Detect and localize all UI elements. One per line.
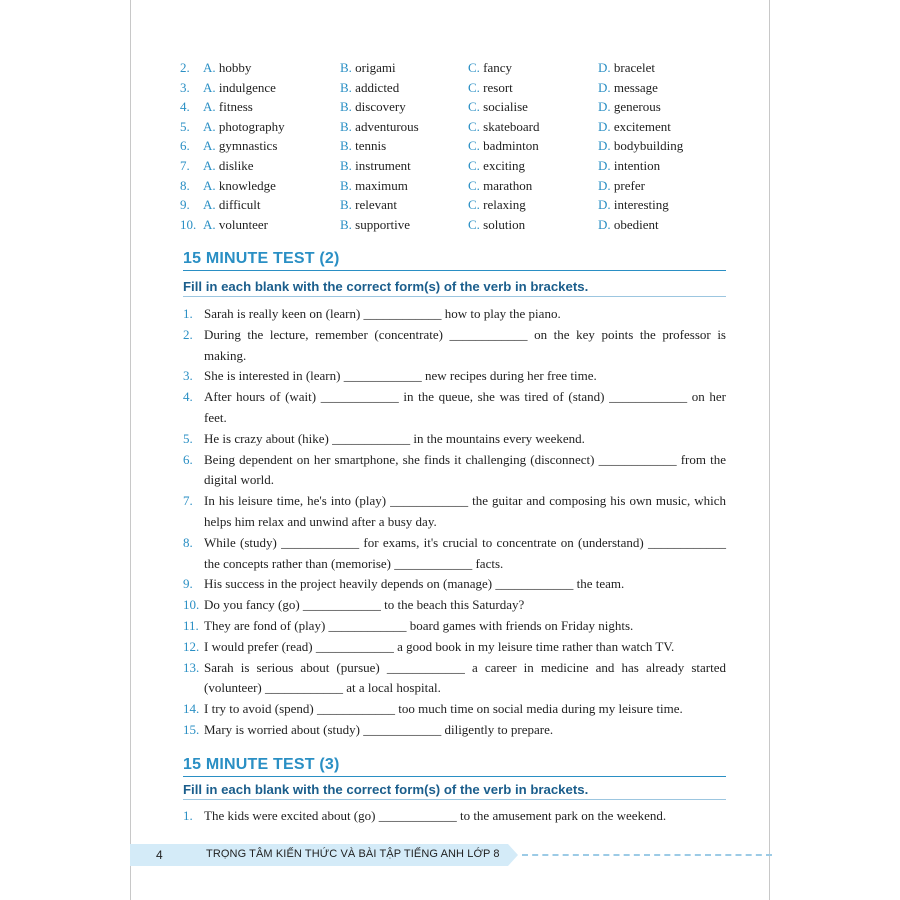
item-number: 2. xyxy=(183,326,193,342)
mcq-option xyxy=(340,176,408,196)
item-number: 7. xyxy=(183,493,193,509)
mcq-option xyxy=(468,215,525,235)
mcq-option xyxy=(468,176,532,196)
mcq-option xyxy=(340,195,397,215)
item-number: 9. xyxy=(183,576,193,592)
item-text: Sarah is really keen on (learn) ____________ how to play the piano. xyxy=(204,306,561,321)
mcq-option xyxy=(203,58,251,78)
mcq-number: 2. xyxy=(180,60,190,75)
option-word: dislike xyxy=(218,157,254,173)
footer-dashed-line xyxy=(522,854,772,856)
option-word: generous xyxy=(613,99,661,115)
option-word: prefer xyxy=(613,177,645,193)
item-number: 1. xyxy=(183,306,193,321)
mcq-number: 5. xyxy=(180,118,190,134)
item-text: He is crazy about (hike) ____________ in the mountains every weekend. xyxy=(204,430,585,446)
option-letter: D. xyxy=(598,197,611,213)
item-text: The kids were excited about (go) ____________ to the amusement park on the weekend. xyxy=(204,808,667,823)
mcq-option xyxy=(203,195,261,215)
item-text: Being dependent on her smartphone, she finds it challenging (disconnect) ____________ from the digital world. xyxy=(204,451,726,488)
option-letter: B. xyxy=(340,157,352,173)
option-word: indulgence xyxy=(218,79,276,95)
mcq-option xyxy=(340,215,410,235)
option-letter: B. xyxy=(340,79,352,95)
option-word: discovery xyxy=(355,99,406,115)
exercise-item xyxy=(183,387,726,429)
mcq-option xyxy=(468,78,513,98)
option-word: gymnastics xyxy=(218,138,278,154)
mcq-number: 7. xyxy=(180,157,190,173)
option-word: exciting xyxy=(483,157,526,173)
option-letter: C. xyxy=(468,99,480,115)
option-letter: B. xyxy=(340,99,352,115)
option-letter: D. xyxy=(598,60,611,75)
item-number: 12. xyxy=(183,638,200,654)
mcq-row xyxy=(180,117,740,137)
item-text: She is interested in (learn) ____________ new recipes during her free time. xyxy=(204,368,597,384)
footer-book-title: TRỌNG TÂM KIẾN THỨC VÀ BÀI TẬP TIẾNG ANH LỚP 8 xyxy=(206,848,500,860)
mcq-number: 8. xyxy=(180,177,190,193)
option-word: tennis xyxy=(355,138,387,154)
exercise-item xyxy=(183,806,726,827)
mcq-option xyxy=(468,117,539,137)
option-letter: C. xyxy=(468,197,480,213)
mcq-option xyxy=(598,195,669,215)
item-text: During the lecture, remember (concentrate) ____________ on the key points the professor is making. xyxy=(204,326,726,363)
exercise-item xyxy=(183,325,726,367)
exercise-item xyxy=(183,491,726,533)
item-text: They are fond of (play) ____________ board games with friends on Friday nights. xyxy=(204,617,634,633)
option-letter: B. xyxy=(340,138,352,154)
option-letter: C. xyxy=(468,60,480,75)
item-number: 13. xyxy=(183,659,200,675)
mcq-option xyxy=(598,117,671,137)
option-letter: C. xyxy=(468,177,480,193)
option-word: marathon xyxy=(483,177,533,193)
option-word: badminton xyxy=(483,138,539,154)
exercise-item xyxy=(183,450,726,492)
option-word: intention xyxy=(613,157,661,173)
option-letter: C. xyxy=(468,216,480,232)
option-word: addicted xyxy=(355,79,400,95)
mcq-option xyxy=(340,58,396,78)
mcq-option xyxy=(340,78,399,98)
mcq-row xyxy=(180,156,740,176)
option-word: knowledge xyxy=(218,177,276,193)
option-letter: A. xyxy=(203,138,216,154)
mcq-row xyxy=(180,215,740,235)
option-word: excitement xyxy=(613,118,671,134)
option-letter: A. xyxy=(203,216,216,232)
exercise-item xyxy=(183,366,726,387)
mcq-option xyxy=(203,156,254,176)
mcq-number: 10. xyxy=(180,216,197,232)
mcq-option xyxy=(203,215,268,235)
mcq-row xyxy=(180,195,740,215)
mcq-option xyxy=(340,97,406,117)
mcq-number: 6. xyxy=(180,138,190,154)
option-word: relaxing xyxy=(483,197,526,213)
exercise-item xyxy=(183,699,726,720)
option-word: difficult xyxy=(218,197,261,213)
option-word: message xyxy=(613,79,658,95)
option-word: interesting xyxy=(613,197,669,213)
mcq-option xyxy=(598,78,658,98)
option-word: instrument xyxy=(355,157,411,173)
option-letter: B. xyxy=(340,60,352,75)
item-number: 6. xyxy=(183,451,193,467)
option-letter: D. xyxy=(598,118,611,134)
exercise-item xyxy=(183,637,726,658)
option-letter: C. xyxy=(468,138,480,154)
option-letter: A. xyxy=(203,99,216,115)
mcq-row xyxy=(180,176,740,196)
mcq-option xyxy=(598,136,683,156)
exercise-item xyxy=(183,595,726,616)
item-number: 8. xyxy=(183,534,193,550)
exercise-item xyxy=(183,616,726,637)
mcq-option xyxy=(203,97,253,117)
option-word: fancy xyxy=(483,60,513,75)
exercise-item xyxy=(183,658,726,700)
item-number: 10. xyxy=(183,597,200,613)
option-letter: D. xyxy=(598,99,611,115)
mcq-option xyxy=(598,156,660,176)
footer-page-number: 4 xyxy=(156,848,163,862)
item-text: I would prefer (read) ____________ a good book in my leisure time rather than watch TV. xyxy=(204,638,675,654)
test2-items xyxy=(183,304,726,741)
item-number: 15. xyxy=(183,721,200,737)
item-text: While (study) ____________ for exams, it's crucial to concentrate on (understand) ____________ the concepts rather than (memorise) ____________ facts. xyxy=(204,534,726,571)
mcq-number: 3. xyxy=(180,79,190,95)
mcq-option xyxy=(468,136,539,156)
option-letter: C. xyxy=(468,157,480,173)
item-text: Mary is worried about (study) ____________ diligently to prepare. xyxy=(204,721,554,737)
option-word: photography xyxy=(218,118,285,134)
option-word: maximum xyxy=(355,177,408,193)
test2-heading: 15 MINUTE TEST (2) xyxy=(183,250,726,271)
mcq-number: 9. xyxy=(180,197,190,213)
option-letter: B. xyxy=(340,177,352,193)
option-word: supportive xyxy=(355,216,411,232)
option-letter: A. xyxy=(203,118,216,134)
mcq-option xyxy=(598,58,655,78)
item-number: 5. xyxy=(183,430,193,446)
option-word: origami xyxy=(355,60,396,75)
mcq-option xyxy=(340,136,386,156)
mcq-option xyxy=(598,176,645,196)
option-letter: D. xyxy=(598,79,611,95)
option-word: solution xyxy=(483,216,526,232)
option-word: fitness xyxy=(218,99,253,115)
test3-items xyxy=(183,806,726,827)
mcq-option xyxy=(340,156,411,176)
exercise-item xyxy=(183,429,726,450)
option-letter: A. xyxy=(203,157,216,173)
option-letter: B. xyxy=(340,197,352,213)
test3-heading: 15 MINUTE TEST (3) xyxy=(183,756,726,777)
mcq-row xyxy=(180,58,740,78)
option-word: socialise xyxy=(483,99,528,115)
test2-instruction: Fill in each blank with the correct form(s) of the verb in brackets. xyxy=(183,279,726,297)
mcq-option xyxy=(203,176,276,196)
option-letter: C. xyxy=(468,79,480,95)
item-number: 1. xyxy=(183,808,193,823)
mcq-option xyxy=(598,97,661,117)
option-word: obedient xyxy=(613,216,659,232)
mcq-option xyxy=(468,58,512,78)
option-letter: B. xyxy=(340,118,352,134)
mcq-option xyxy=(203,117,285,137)
option-word: relevant xyxy=(355,197,398,213)
mcq-option xyxy=(598,215,659,235)
mcq-option xyxy=(340,117,419,137)
test3-instruction: Fill in each blank with the correct form(s) of the verb in brackets. xyxy=(183,782,726,800)
option-letter: D. xyxy=(598,157,611,173)
item-number: 11. xyxy=(183,617,199,633)
option-letter: A. xyxy=(203,197,216,213)
option-word: volunteer xyxy=(218,216,268,232)
option-word: adventurous xyxy=(355,118,419,134)
option-letter: A. xyxy=(203,60,216,75)
mcq-row xyxy=(180,97,740,117)
mcq-option xyxy=(468,195,526,215)
item-text: In his leisure time, he's into (play) ____________ the guitar and composing his own music, which helps him relax and unwind after a busy day. xyxy=(204,493,726,529)
exercise-item xyxy=(183,533,726,575)
option-letter: D. xyxy=(598,216,611,232)
item-text: Do you fancy (go) ____________ to the beach this Saturday? xyxy=(204,597,525,613)
option-word: resort xyxy=(483,79,513,95)
mcq-option xyxy=(468,156,525,176)
mcq-row xyxy=(180,136,740,156)
mcq-option xyxy=(203,78,276,98)
option-letter: A. xyxy=(203,79,216,95)
option-letter: C. xyxy=(468,118,480,134)
option-word: hobby xyxy=(218,60,252,75)
exercise-item xyxy=(183,720,726,741)
mcq-list xyxy=(180,58,740,234)
option-letter: B. xyxy=(340,216,352,232)
item-text: I try to avoid (spend) ____________ too much time on social media during my leisure time. xyxy=(204,701,683,717)
mcq-number: 4. xyxy=(180,99,190,115)
item-text: After hours of (wait) ____________ in the queue, she was tired of (stand) ____________ on her feet. xyxy=(204,389,726,425)
exercise-item xyxy=(183,574,726,595)
item-text: Sarah is serious about (pursue) ____________ a career in medicine and has already started (volunteer) ____________ at a local hospital. xyxy=(204,659,726,696)
mcq-option xyxy=(468,97,528,117)
option-word: bodybuilding xyxy=(613,138,684,154)
option-letter: D. xyxy=(598,177,611,193)
option-letter: A. xyxy=(203,177,216,193)
item-text: His success in the project heavily depends on (manage) ____________ the team. xyxy=(204,576,625,592)
item-number: 4. xyxy=(183,389,193,405)
exercise-item xyxy=(183,304,726,325)
option-word: bracelet xyxy=(613,60,656,75)
option-letter: D. xyxy=(598,138,611,154)
mcq-row xyxy=(180,78,740,98)
mcq-option xyxy=(203,136,277,156)
option-word: skateboard xyxy=(483,118,540,134)
item-number: 3. xyxy=(183,368,193,384)
item-number: 14. xyxy=(183,701,200,717)
